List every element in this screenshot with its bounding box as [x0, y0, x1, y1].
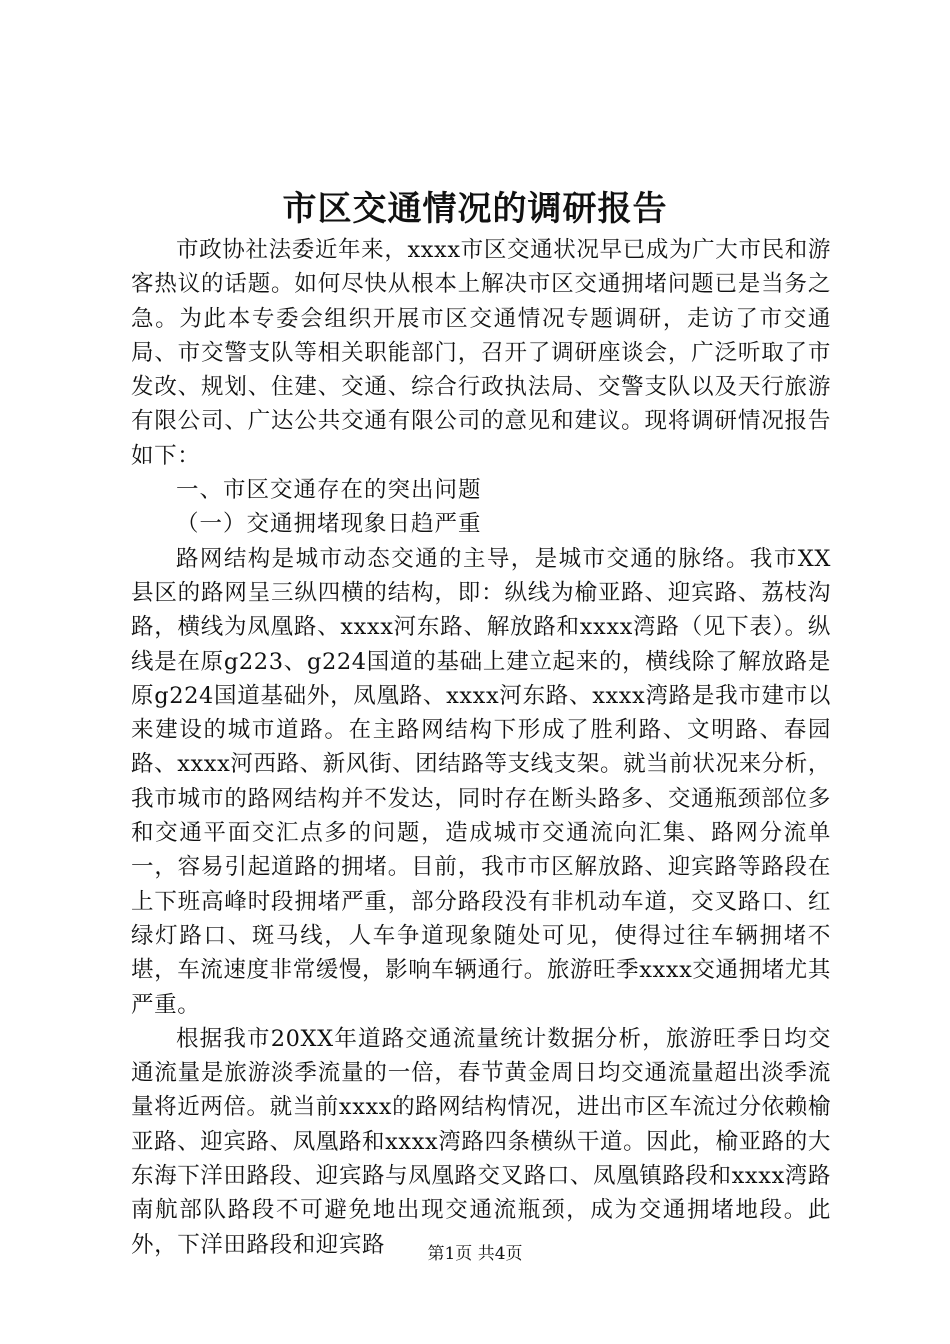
road-network-paragraph: 路网结构是城市动态交通的主导，是城市交通的脉络。我市XX县区的路网呈三纵四横的结构，即：纵线为榆亚路、迎宾路、荔枝沟路，横线为凤凰路、xxxx河东路、解放路和xxxx湾路（见下表）。纵线是在原g223、g224国道的基础上建立起来的，横线除了解放路是原g224国道基础外，凤凰路、xxxx河东路、xxxx湾路是我市建市以来建设的城市道路。在主路网结构下形成了胜利路、文明路、春园路、xxxx河西路、新风街、团结路等支线支架。就当前状况来分析，我市城市的路网结构并不发达，同时存在断头路多、交通瓶颈部位多和交通平面交汇点多的问题，造成城市交通流向汇集、路网分流单一，容易引起道路的拥堵。目前，我市市区解放路、迎宾路等路段在上下班高峰时段拥堵严重，部分路段没有非机动车道，交叉路口、红绿灯路口、斑马线，人车争道现象随处可见，使得过往车辆拥堵不堪，车流速度非常缓慢，影响车辆通行。旅游旺季xxxx交通拥堵尤其严重。 [131, 545, 831, 1018]
page-number-footer: 第1页 共4页 [427, 1244, 523, 1264]
traffic-flow-paragraph: 根据我市20XX年道路交通流量统计数据分析，旅游旺季日均交通流量是旅游淡季流量的一倍，春节黄金周日均交通流量超出淡季流量将近两倍。就当前xxxx的路网结构情况，进出市区车流过分依赖榆亚路、迎宾路、凤凰路和xxxx湾路四条横纵干道。因此，榆亚路的大东海下洋田路段、迎宾路与凤凰路交叉路口、凤凰镇路段和xxxx湾路南航部队路段不可避免地出现交通流瓶颈，成为交通拥堵地段。此外，下洋田路段和迎宾路 [131, 1025, 831, 1258]
document-title: 市区交通情况的调研报告 [282, 189, 668, 229]
subsection-heading: （一）交通拥堵现象日趋严重 [176, 511, 482, 538]
section-heading: 一、市区交通存在的突出问题 [176, 477, 482, 504]
document-body [131, 233, 831, 1262]
intro-paragraph: 市政协社法委近年来，xxxx市区交通状况早已成为广大市民和游客热议的话题。如何尽快从根本上解决市区交通拥堵问题已是当务之急。为此本专委会组织开展市区交通情况专题调研，走访了市交通局、市交警支队等相关职能部门，召开了调研座谈会，广泛听取了市发改、规划、住建、交通、综合行政执法局、交警支队以及天行旅游有限公司、广达公共交通有限公司的意见和建议。现将调研情况报告如下： [131, 237, 831, 469]
